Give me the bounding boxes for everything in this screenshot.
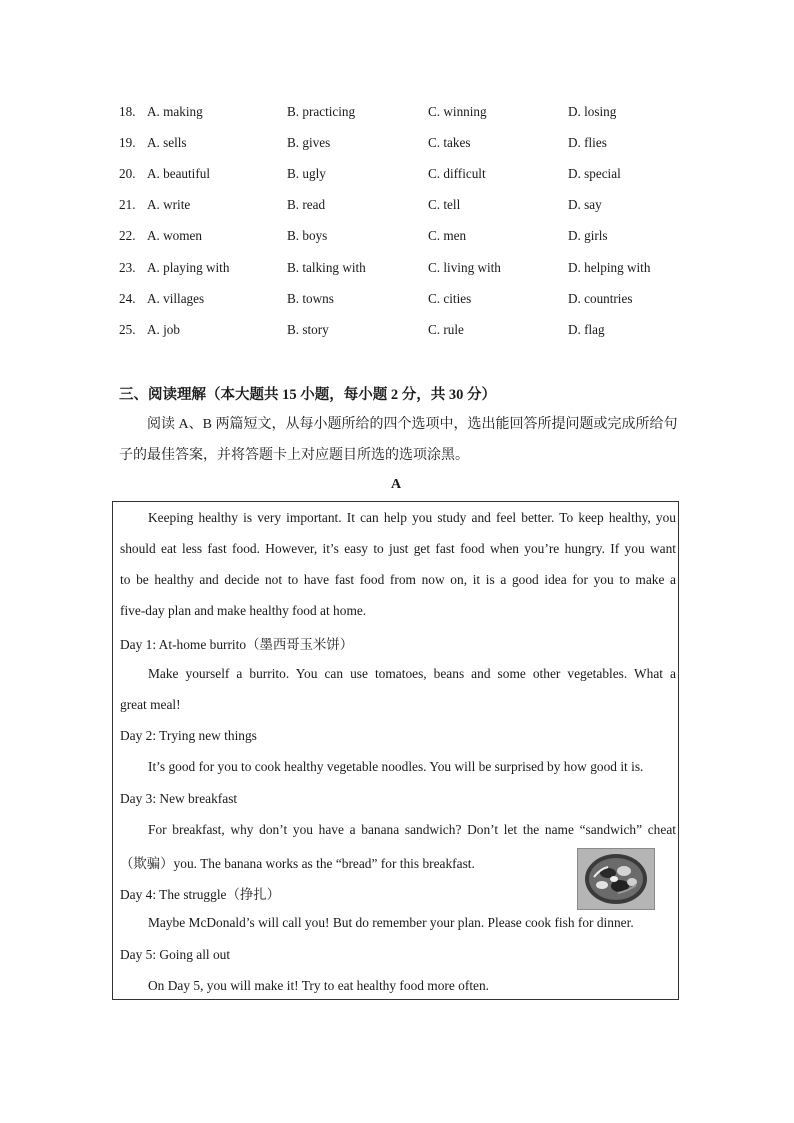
option-c: C. difficult	[428, 166, 486, 181]
passage-line: Maybe McDonald’s will call you! But do remember your plan. Please cook fish for dinner.	[148, 915, 634, 930]
option-c: C. rule	[428, 322, 464, 337]
option-d: D. special	[568, 166, 621, 181]
option-c: C. winning	[428, 104, 487, 119]
question-number: 21.	[119, 197, 136, 212]
option-c: C. living with	[428, 260, 501, 275]
option-a: A. playing with	[147, 260, 230, 275]
question-row-18	[119, 104, 679, 124]
question-number: 24.	[119, 291, 136, 306]
question-row-22	[119, 228, 679, 248]
passage-line: On Day 5, you will make it! Try to eat healthy food more often.	[148, 978, 490, 993]
option-b: B. towns	[287, 291, 334, 306]
day-2-heading: Day 2: Trying new things	[120, 728, 257, 743]
option-b: B. boys	[287, 228, 328, 243]
question-number: 18.	[119, 104, 136, 119]
question-row-23	[119, 260, 679, 280]
option-d: D. flag	[568, 322, 605, 337]
instruction-line-1: 阅读 A、B 两篇短文，从每小题所给的四个选项中，选出能回答所提问题或完成所给句	[147, 417, 678, 432]
instruction-line-2: 子的最佳答案，并将答题卡上对应题目所选的选项涂黑。	[119, 448, 469, 463]
day-5-heading: Day 5: Going all out	[120, 947, 231, 962]
option-d: D. girls	[568, 228, 608, 243]
option-b: B. ugly	[287, 166, 326, 181]
option-c: C. takes	[428, 135, 471, 150]
option-d: D. flies	[568, 135, 607, 150]
question-number: 25.	[119, 322, 136, 337]
option-d: D. helping with	[568, 260, 651, 275]
day-1-heading: Day 1: At-home burrito（墨西哥玉米饼）	[120, 637, 354, 652]
passage-line: （欺骗）you. The banana works as the “bread” for this breakfast.	[120, 856, 475, 871]
passage-line: For breakfast, why don’t you have a banana sandwich? Don’t let the name “sandwich” cheat	[148, 822, 676, 837]
option-d: D. losing	[568, 104, 617, 119]
option-d: D. say	[568, 197, 602, 212]
day-3-heading: Day 3: New breakfast	[120, 791, 238, 806]
question-number: 19.	[119, 135, 136, 150]
question-row-19	[119, 135, 679, 155]
question-number: 22.	[119, 228, 136, 243]
question-row-24	[119, 291, 679, 311]
question-row-21	[119, 197, 679, 217]
option-b: B. read	[287, 197, 326, 212]
question-row-20	[119, 166, 679, 186]
option-b: B. practicing	[287, 104, 356, 119]
option-d: D. countries	[568, 291, 633, 306]
passage-line: Keeping healthy is very important. It can help you study and feel better. To keep healthy, you	[148, 510, 676, 525]
question-row-25	[119, 322, 679, 342]
option-a: A. sells	[147, 135, 187, 150]
option-a: A. women	[147, 228, 202, 243]
option-b: B. story	[287, 322, 329, 337]
section-title: 三、阅读理解（本大题共 15 小题，每小题 2 分，共 30 分）	[119, 387, 496, 403]
option-b: B. talking with	[287, 260, 366, 275]
day-4-heading: Day 4: The struggle（挣扎）	[120, 887, 281, 902]
passage-line: Make yourself a burrito. You can use tomatoes, beans and some other vegetables. What a	[148, 666, 676, 681]
option-a: A. villages	[147, 291, 205, 306]
option-a: A. job	[147, 322, 180, 337]
option-b: B. gives	[287, 135, 331, 150]
option-c: C. tell	[428, 197, 461, 212]
question-number: 20.	[119, 166, 136, 181]
sandwich-image	[577, 848, 655, 910]
question-number: 23.	[119, 260, 136, 275]
passage-line: great meal!	[120, 697, 181, 712]
passage-line: five-day plan and make healthy food at home.	[120, 603, 367, 618]
sandwich-icon	[578, 849, 654, 909]
option-a: A. making	[147, 104, 203, 119]
option-a: A. write	[147, 197, 191, 212]
passage-line: should eat less fast food. However, it’s easy to just get fast food when you’re hungry. If you want	[120, 541, 676, 556]
passage-line: to be healthy and decide not to have fast food from now on, it is a good idea for you to make a	[120, 572, 676, 587]
passage-label: A	[391, 477, 402, 492]
option-c: C. men	[428, 228, 467, 243]
option-c: C. cities	[428, 291, 472, 306]
passage-line: It’s good for you to cook healthy vegetable noodles. You will be surprised by how good it is.	[148, 759, 644, 774]
option-a: A. beautiful	[147, 166, 210, 181]
